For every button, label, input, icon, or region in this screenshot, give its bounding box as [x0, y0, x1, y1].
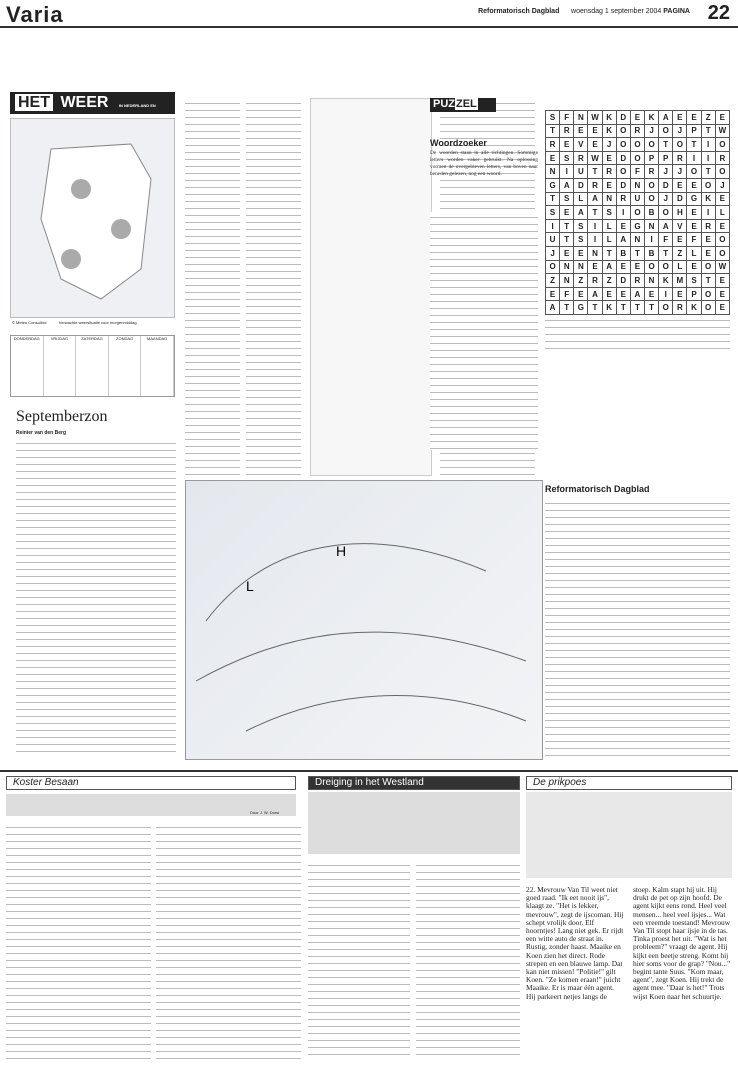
logo-weer: WEER: [60, 94, 109, 111]
grid-cell: Z: [546, 274, 560, 288]
grid-cell: E: [687, 178, 701, 192]
grid-cell: R: [701, 219, 715, 233]
grid-cell: O: [715, 233, 729, 247]
grid-cell: S: [687, 274, 701, 288]
grid-cell: E: [687, 111, 701, 125]
grid-cell: N: [645, 219, 659, 233]
grid-cell: J: [715, 178, 729, 192]
cloud-icon: [111, 219, 131, 239]
grid-cell: J: [673, 165, 687, 179]
grid-cell: E: [574, 287, 588, 301]
nl-weather-map: [10, 118, 175, 318]
grid-cell: L: [602, 233, 616, 247]
grid-cell: N: [546, 165, 560, 179]
grid-cell: O: [701, 178, 715, 192]
grid-cell: Z: [602, 274, 616, 288]
day-label: ZATERDAG: [81, 336, 103, 341]
grid-cell: O: [673, 138, 687, 152]
high-marker: H: [336, 543, 347, 559]
grid-cell: D: [659, 178, 673, 192]
grid-cell: T: [560, 219, 574, 233]
puzzel-logo-part1: PUZ: [433, 98, 455, 110]
grid-cell: E: [701, 246, 715, 260]
grid-cell: T: [630, 301, 644, 315]
prikpoes-header: [526, 776, 732, 790]
prikpoes-illustration: [526, 792, 732, 878]
grid-row: [546, 124, 730, 138]
grid-cell: T: [701, 165, 715, 179]
grid-cell: F: [659, 233, 673, 247]
grid-cell: R: [630, 124, 644, 138]
grid-cell: T: [546, 124, 560, 138]
grid-cell: E: [616, 260, 630, 274]
grid-cell: J: [546, 246, 560, 260]
grid-cell: E: [687, 206, 701, 220]
prikpoes-title: De prikpoes: [533, 777, 587, 788]
grid-cell: O: [645, 192, 659, 206]
grid-cell: O: [715, 138, 729, 152]
grid-cell: A: [616, 233, 630, 247]
grid-cell: E: [673, 287, 687, 301]
grid-cell: P: [687, 124, 701, 138]
grid-cell: F: [630, 165, 644, 179]
day-label: VRIJDAG: [50, 336, 69, 341]
grid-cell: D: [616, 178, 630, 192]
grid-cell: I: [687, 151, 701, 165]
grid-cell: T: [630, 246, 644, 260]
grid-cell: E: [715, 111, 729, 125]
grid-cell: W: [715, 124, 729, 138]
grid-cell: E: [645, 287, 659, 301]
weather-article-title: Septemberzon: [16, 408, 108, 425]
grid-cell: E: [673, 233, 687, 247]
grid-cell: S: [602, 206, 616, 220]
map-subtitle: Verwachte weersituatie voor morgenmiddag: [58, 320, 137, 325]
header-meta: [478, 8, 690, 15]
grid-cell: N: [560, 274, 574, 288]
grid-cell: I: [588, 233, 602, 247]
grid-cell: D: [616, 111, 630, 125]
grid-cell: I: [616, 206, 630, 220]
grid-cell: K: [602, 301, 616, 315]
grid-cell: A: [574, 206, 588, 220]
dreiging-col1: [308, 860, 410, 1060]
grid-cell: E: [546, 287, 560, 301]
grid-row: [546, 206, 730, 220]
grid-cell: S: [574, 219, 588, 233]
forecast-day: [11, 336, 44, 396]
grid-cell: D: [673, 192, 687, 206]
issue-date: woensdag 1 september 2004: [571, 8, 662, 15]
day-label: ZONDAG: [116, 336, 134, 341]
grid-cell: O: [546, 260, 560, 274]
grid-cell: B: [616, 246, 630, 260]
grid-cell: N: [630, 178, 644, 192]
grid-cell: W: [588, 151, 602, 165]
colophon-body: [545, 498, 730, 762]
grid-cell: E: [715, 301, 729, 315]
grid-cell: O: [715, 165, 729, 179]
grid-cell: E: [701, 233, 715, 247]
grid-row: [546, 165, 730, 179]
grid-cell: R: [546, 138, 560, 152]
grid-cell: L: [574, 192, 588, 206]
grid-cell: O: [659, 301, 673, 315]
paper-name: Reformatorisch Dagblad: [478, 8, 560, 15]
puzzel-logo-part2: ZEL: [456, 98, 477, 110]
weather-article-body: [16, 438, 176, 756]
grid-cell: T: [588, 301, 602, 315]
grid-cell: S: [574, 233, 588, 247]
grid-cell: E: [602, 178, 616, 192]
grid-cell: T: [560, 233, 574, 247]
grid-cell: K: [602, 111, 616, 125]
grid-cell: O: [715, 246, 729, 260]
grid-cell: E: [673, 178, 687, 192]
grid-cell: N: [560, 260, 574, 274]
grid-cell: T: [560, 301, 574, 315]
grid-cell: A: [630, 287, 644, 301]
grid-cell: E: [715, 192, 729, 206]
grid-cell: N: [574, 111, 588, 125]
grid-cell: R: [602, 165, 616, 179]
koster-col2: [156, 822, 301, 1062]
five-day-forecast: [10, 335, 175, 397]
section-title: Varia: [6, 2, 64, 27]
grid-cell: E: [616, 219, 630, 233]
grid-cell: K: [659, 274, 673, 288]
grid-cell: S: [546, 206, 560, 220]
grid-cell: P: [687, 287, 701, 301]
grid-cell: E: [574, 124, 588, 138]
grid-cell: Z: [673, 246, 687, 260]
grid-cell: T: [602, 246, 616, 260]
grid-cell: A: [560, 178, 574, 192]
grid-cell: E: [560, 138, 574, 152]
grid-cell: E: [602, 151, 616, 165]
grid-cell: J: [659, 192, 673, 206]
grid-cell: G: [574, 301, 588, 315]
grid-cell: R: [630, 274, 644, 288]
grid-cell: A: [659, 111, 673, 125]
grid-cell: R: [574, 151, 588, 165]
forecast-day: [141, 336, 174, 396]
grid-cell: S: [560, 192, 574, 206]
grid-cell: U: [630, 192, 644, 206]
dreiging-header: [308, 776, 520, 790]
grid-cell: B: [645, 246, 659, 260]
koster-col1: [6, 822, 151, 1062]
low-marker: L: [246, 578, 254, 594]
grid-cell: I: [701, 138, 715, 152]
weather-author: Reinier van den Berg: [16, 430, 67, 436]
grid-cell: O: [687, 165, 701, 179]
grid-cell: R: [588, 178, 602, 192]
grid-cell: L: [687, 246, 701, 260]
grid-cell: T: [701, 274, 715, 288]
grid-cell: E: [588, 124, 602, 138]
grid-cell: E: [574, 246, 588, 260]
grid-cell: T: [687, 138, 701, 152]
grid-cell: T: [588, 206, 602, 220]
grid-cell: I: [588, 219, 602, 233]
forecast-day: [76, 336, 109, 396]
grid-cell: Z: [574, 274, 588, 288]
grid-cell: R: [560, 124, 574, 138]
grid-cell: N: [574, 260, 588, 274]
grid-cell: T: [659, 246, 673, 260]
grid-cell: E: [687, 219, 701, 233]
isobar-graphic: [186, 481, 542, 759]
grid-cell: J: [602, 138, 616, 152]
grid-cell: W: [588, 111, 602, 125]
grid-cell: I: [701, 151, 715, 165]
weather-logo: [10, 92, 175, 114]
grid-cell: S: [546, 111, 560, 125]
grid-cell: W: [715, 260, 729, 274]
forecast-day: [44, 336, 77, 396]
grid-cell: L: [673, 260, 687, 274]
grid-cell: V: [673, 219, 687, 233]
grid-cell: U: [574, 165, 588, 179]
grid-row: [546, 111, 730, 125]
grid-cell: I: [701, 206, 715, 220]
grid-cell: J: [673, 124, 687, 138]
grid-row: [546, 219, 730, 233]
grid-row: [546, 260, 730, 274]
page-number: 22: [707, 2, 730, 24]
grid-cell: G: [687, 192, 701, 206]
grid-cell: A: [659, 219, 673, 233]
grid-row: [546, 151, 730, 165]
cloud-icon: [71, 179, 91, 199]
puzzel-logo: [430, 98, 496, 112]
map-graphic: [11, 119, 174, 317]
grid-cell: E: [673, 111, 687, 125]
map-caption: [12, 320, 137, 325]
grid-cell: E: [616, 287, 630, 301]
koster-title: Koster Besaan: [13, 777, 79, 788]
dreiging-col2: [416, 860, 520, 1060]
grid-cell: O: [645, 260, 659, 274]
cloud-icon: [61, 249, 81, 269]
grid-cell: O: [701, 301, 715, 315]
grid-cell: F: [560, 287, 574, 301]
grid-cell: N: [602, 192, 616, 206]
grid-cell: E: [687, 260, 701, 274]
weather-column-1: [185, 98, 240, 476]
grid-cell: O: [616, 138, 630, 152]
word-search-grid: [545, 110, 730, 315]
grid-cell: A: [588, 192, 602, 206]
european-weather-table: [310, 98, 432, 476]
grid-cell: O: [659, 124, 673, 138]
grid-cell: J: [659, 165, 673, 179]
grid-cell: E: [630, 111, 644, 125]
grid-cell: O: [645, 178, 659, 192]
grid-cell: G: [630, 219, 644, 233]
grid-cell: E: [560, 206, 574, 220]
grid-cell: T: [588, 165, 602, 179]
grid-cell: D: [616, 274, 630, 288]
grid-cell: K: [687, 301, 701, 315]
grid-cell: T: [546, 192, 560, 206]
grid-cell: I: [560, 165, 574, 179]
grid-cell: O: [630, 138, 644, 152]
grid-cell: T: [616, 301, 630, 315]
grid-cell: Z: [701, 111, 715, 125]
prikpoes-story: 22. Mevrouw Van Til weet niet goed raad. "Ik eet nooit ijs", klaagt ze. "Het is lekker, mevrouw", zegt de ijscoman. Hij schept vrolijk door. Elf hoorntjes! Lang niet gek. Er rijdt een witte auto de straat in. Rustig, zonder haast. Maaike en Koen zien het direct. Rode strepen en een blauwe lamp. Dat kan niet missen! "Politie!" gilt Koen. "Ze komen eraan!" juicht Maaike. Er is maar één agent. Hij parkeert netjes langs de stoep. Kalm stapt hij uit. Hij drukt de pet op zijn hoofd. De agent kijkt eens rond. Heel veel mensen... heel veel ijsjes... Wat een vreemde toestand! Mevrouw Van Til stopt haar ijsje in de tas. Tinka proest het uit. "Wat is het probleem?" vraagt de agent. Hij kijkt een beetje streng. Komt hij hier soms voor de grap? "Nou..." begint tante Suus. "Kom maar, agent", zegt Koen. Hij trekt de agent mee. "Daar is het!" Trots wijst Koen naar het schuurtje.: [526, 886, 731, 1001]
grid-row: [546, 246, 730, 260]
grid-cell: K: [602, 124, 616, 138]
grid-cell: E: [715, 287, 729, 301]
grid-cell: R: [588, 274, 602, 288]
grid-cell: F: [560, 111, 574, 125]
grid-cell: P: [659, 151, 673, 165]
grid-row: [546, 178, 730, 192]
grid-cell: R: [673, 301, 687, 315]
divider: [0, 770, 738, 772]
grid-cell: R: [645, 165, 659, 179]
grid-cell: D: [616, 151, 630, 165]
grid-cell: I: [659, 287, 673, 301]
grid-cell: O: [645, 138, 659, 152]
grid-cell: D: [574, 178, 588, 192]
grid-cell: T: [659, 138, 673, 152]
grid-cell: I: [546, 219, 560, 233]
grid-cell: O: [701, 260, 715, 274]
koster-header: [6, 776, 296, 790]
grid-cell: A: [602, 260, 616, 274]
puzzle-intro: De woorden staan in alle richtingen. Sommige letters worden vaker gebruikt. Na oplossing vormen de overgebleven letters, van boven naar beneden gelezen, nog een woord.: [430, 150, 538, 177]
grid-cell: E: [602, 287, 616, 301]
grid-cell: O: [616, 165, 630, 179]
grid-cell: S: [560, 151, 574, 165]
grid-cell: K: [645, 111, 659, 125]
grid-cell: T: [701, 124, 715, 138]
grid-cell: O: [659, 260, 673, 274]
logo-sub: IN NEDERLAND EN: [118, 103, 156, 108]
grid-row: [546, 301, 730, 315]
grid-cell: G: [546, 178, 560, 192]
grid-cell: O: [630, 151, 644, 165]
rd-title: Reformatorisch Dagblad: [545, 484, 650, 494]
grid-cell: F: [687, 233, 701, 247]
grid-cell: L: [715, 206, 729, 220]
grid-cell: E: [715, 219, 729, 233]
map-credit: © Meteo Consult/rd: [12, 320, 47, 325]
grid-cell: E: [546, 151, 560, 165]
grid-cell: U: [546, 233, 560, 247]
grid-cell: K: [701, 192, 715, 206]
europe-weather-map: [185, 480, 543, 760]
grid-cell: O: [659, 206, 673, 220]
weather-column-2: [246, 98, 301, 476]
grid-cell: B: [645, 206, 659, 220]
grid-cell: A: [546, 301, 560, 315]
grid-row: [546, 274, 730, 288]
grid-row: [546, 233, 730, 247]
logo-het: HET: [15, 94, 53, 111]
puzzle-title: Woordzoeker: [430, 138, 487, 148]
dreiging-title: Dreiging in het Westland: [315, 777, 424, 788]
koster-author: Door J. W. Dorsi: [250, 810, 280, 815]
grid-cell: R: [673, 151, 687, 165]
grid-cell: O: [616, 124, 630, 138]
grid-cell: R: [616, 192, 630, 206]
day-label: DONDERDAG: [13, 336, 40, 341]
page-label: PAGINA: [663, 8, 690, 15]
puzzle-solution: [545, 315, 730, 355]
grid-cell: O: [630, 206, 644, 220]
grid-cell: E: [560, 246, 574, 260]
grid-cell: E: [630, 260, 644, 274]
puzzle-wordlist: [430, 212, 538, 450]
grid-cell: E: [715, 274, 729, 288]
dreiging-illustration: [308, 792, 520, 854]
grid-cell: N: [630, 233, 644, 247]
grid-cell: J: [645, 124, 659, 138]
grid-cell: L: [602, 219, 616, 233]
day-label: MAANDAG: [147, 336, 168, 341]
grid-row: [546, 138, 730, 152]
grid-cell: E: [588, 260, 602, 274]
grid-cell: V: [574, 138, 588, 152]
grid-cell: P: [645, 151, 659, 165]
grid-cell: H: [673, 206, 687, 220]
grid-row: [546, 287, 730, 301]
grid-cell: N: [588, 246, 602, 260]
forecast-day: [109, 336, 142, 396]
grid-row: [546, 192, 730, 206]
grid-cell: R: [715, 151, 729, 165]
grid-cell: T: [645, 301, 659, 315]
grid-cell: O: [701, 287, 715, 301]
grid-cell: N: [645, 274, 659, 288]
grid-cell: I: [645, 233, 659, 247]
grid-cell: A: [588, 287, 602, 301]
grid-cell: E: [588, 138, 602, 152]
grid-cell: M: [673, 274, 687, 288]
